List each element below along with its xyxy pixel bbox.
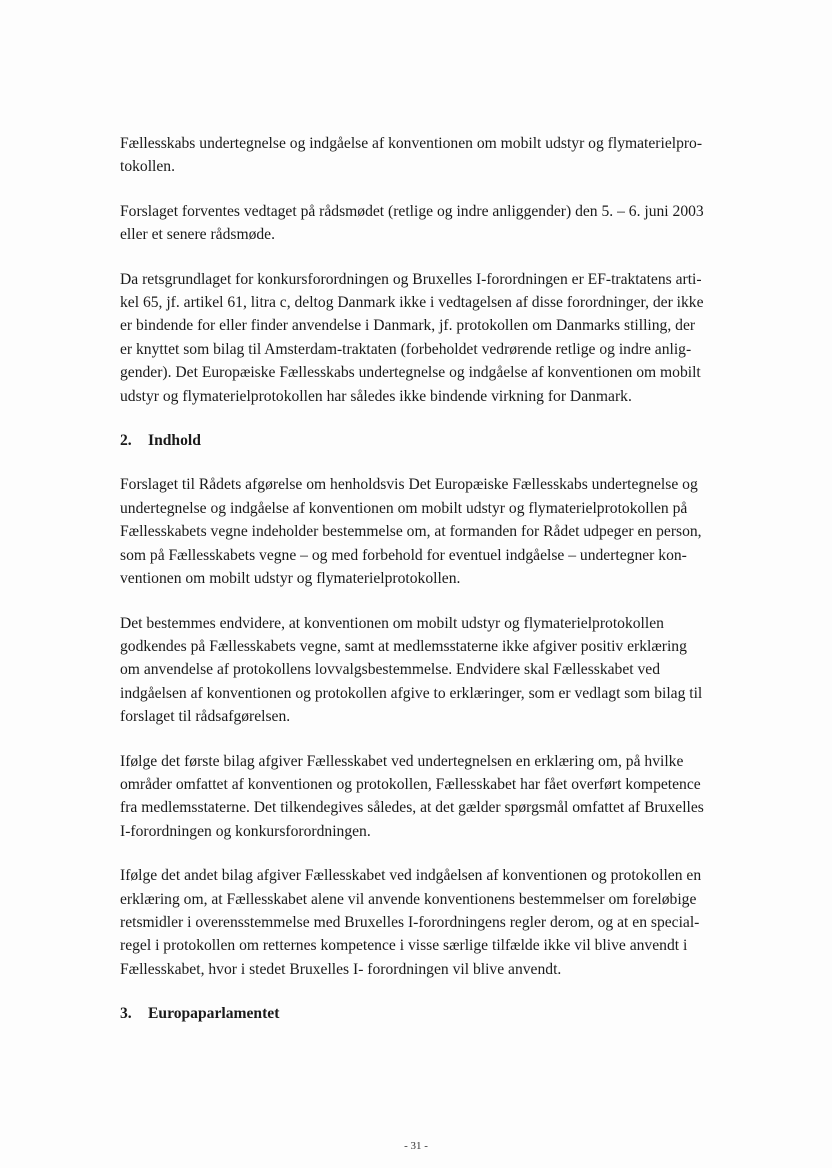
section-heading: [120, 429, 752, 452]
text-line: Ifølge det andet bilag afgiver Fællesskabet ved indgåelsen af konventionen og protokollen en: [120, 867, 702, 885]
page-number: - 31 -: [404, 1140, 428, 1152]
text-line: eller et senere rådsmøde.: [120, 226, 275, 244]
text-line: erklæring om, at Fællesskabet alene vil anvende konventionens bestemmelser om foreløbige: [120, 890, 697, 908]
text-line: er knyttet som bilag til Amsterdam-traktaten (forbeholdet vedrørende retlige og indre anlig-: [120, 340, 692, 358]
text-line: gender). Det Europæiske Fællesskabs undertegnelse og indgåelse af konventionen om mobilt: [120, 364, 701, 382]
text-line: ventionen om mobilt udstyr og flymaterielprotokollen.: [120, 570, 461, 588]
text-line: godkendes på Fællesskabets vegne, samt at medlemsstaterne ikke afgiver positiv erklæring: [120, 637, 687, 655]
text-line: Forslaget forventes vedtaget på rådsmødet (retlige og indre anliggender) den 5. – 6. juni 2003: [120, 202, 704, 220]
text-line: Forslaget til Rådets afgørelse om henholdsvis Det Europæiske Fællesskabs undertegnelse og: [120, 476, 698, 494]
section-number: 2.: [120, 432, 132, 450]
paragraph: [120, 612, 752, 729]
text-line: Det bestemmes endvidere, at konventionen om mobilt udstyr og flymaterielprotokollen: [120, 614, 664, 632]
section-title: Europaparlamentet: [148, 1005, 280, 1023]
text-line: I-forordningen og konkursforordningen.: [120, 822, 371, 840]
paragraph: [120, 473, 752, 590]
text-line: Fællesskabs undertegnelse og indgåelse af konventionen om mobilt udstyr og flymaterielpro-: [120, 135, 703, 152]
section-heading: [120, 1002, 752, 1025]
text-line: forslaget til rådsafgørelsen.: [120, 708, 291, 726]
paragraph: [120, 864, 752, 981]
text-line: udstyr og flymaterielprotokollen har således ikke bindende virkning for Danmark.: [120, 387, 632, 405]
paragraph: [120, 132, 752, 179]
text-line: fra medlemsstaterne. Det tilkendegives således, at det gælder spørgsmål omfattet af Bruxelles: [120, 799, 704, 817]
text-line: tokollen.: [120, 158, 176, 176]
text-line: er bindende for eller finder anvendelse i Danmark, jf. protokollen om Danmarks stilling, der: [120, 317, 696, 335]
section-number: 3.: [120, 1005, 132, 1023]
text-line: om anvendelse af protokollens lovvalgsbestemmelse. Endvidere skal Fællesskabet ved: [120, 661, 661, 679]
text-line: regel i protokollen om retternes kompetence i visse særlige tilfælde ikke vil blive anvendt i: [120, 937, 688, 955]
document-body: [120, 132, 752, 1047]
paragraph: [120, 200, 752, 247]
section-title: Indhold: [148, 432, 201, 450]
paragraph: [120, 750, 752, 844]
text-line: områder omfattet af konventionen og protokollen, Fællesskabet har fået overført kompetence: [120, 775, 701, 793]
text-line: Fællesskabet, hvor i stedet Bruxelles I- forordningen vil blive anvendt.: [120, 960, 562, 978]
text-line: kel 65, jf. artikel 61, litra c, deltog Danmark ikke i vedtagelsen af disse forordninger, der ikke: [120, 294, 704, 312]
text-line: Fællesskabets vegne indeholder bestemmelse om, at formanden for Rådet udpeger en person,: [120, 523, 702, 541]
text-line: undertegnelse og indgåelse af konventionen om mobilt udstyr og flymaterielprotokollen på: [120, 499, 688, 517]
text-line: som på Fællesskabets vegne – og med forbehold for eventuel indgåelse – undertegner kon-: [120, 546, 687, 564]
text-line: retsmidler i overensstemmelse med Bruxelles I-forordningens regler derom, og at en special-: [120, 913, 700, 931]
text-line: Da retsgrundlaget for konkursforordningen og Bruxelles I-forordningen er EF-traktatens arti-: [120, 270, 702, 288]
text-line: Ifølge det første bilag afgiver Fællesskabet ved undertegnelsen en erklæring om, på hvilke: [120, 752, 684, 770]
paragraph: [120, 268, 752, 408]
text-line: indgåelsen af konventionen og protokollen afgive to erklæringer, som er vedlagt som bilag til: [120, 684, 703, 702]
